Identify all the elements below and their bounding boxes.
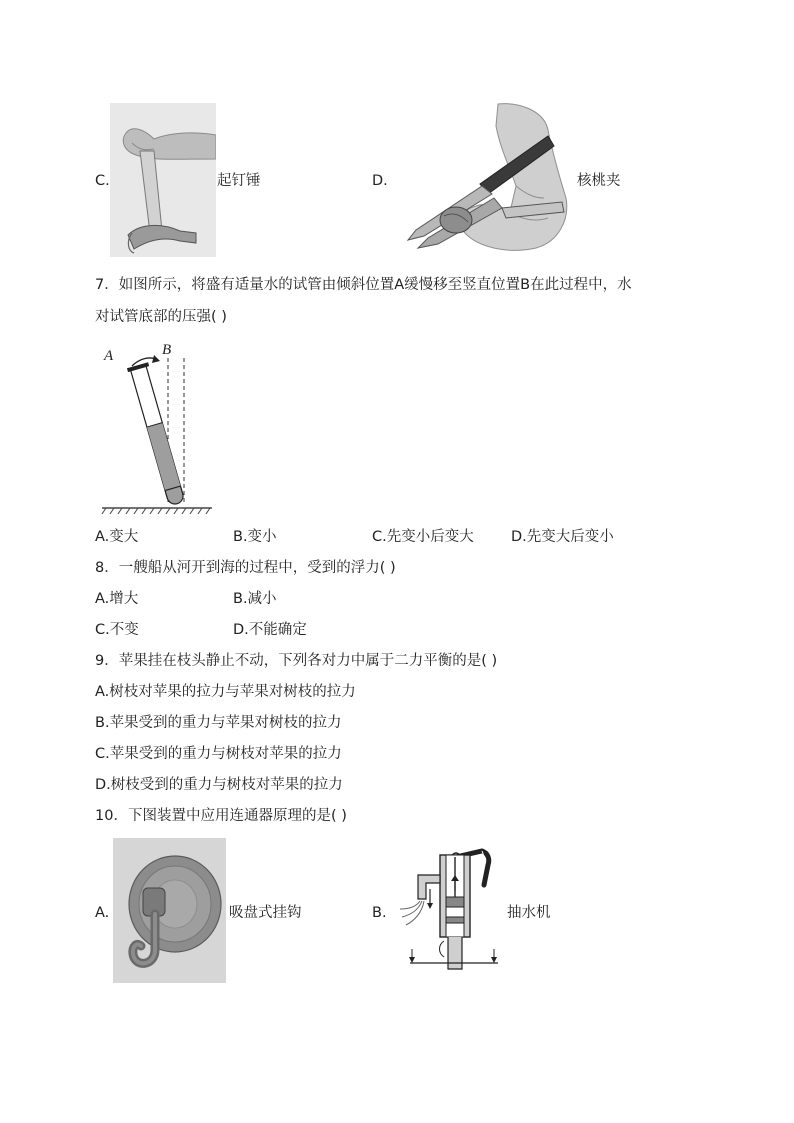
label-b: B: [162, 342, 172, 358]
q9-option-a: A.树枝对苹果的拉力与苹果对树枝的拉力: [95, 684, 356, 700]
suction-cup-hook-image: [113, 838, 226, 983]
q9-option-c: C.苹果受到的重力与树枝对苹果的拉力: [95, 746, 342, 762]
q6-option-c-letter: C.: [95, 173, 110, 189]
claw-hammer-image: [110, 103, 216, 257]
q7-option-b: B.变小: [233, 529, 277, 545]
label-a: A: [104, 348, 114, 364]
q10-option-b-label: 抽水机: [507, 905, 551, 921]
water-pump-diagram: [398, 845, 508, 975]
q10-option-a-label: 吸盘式挂钩: [229, 905, 302, 921]
q7-stem-line1: 7．如图所示，将盛有适量水的试管由倾斜位置A缓慢移至竖直位置B在此过程中，水: [95, 277, 632, 293]
q9-option-d: D.树枝受到的重力与树枝对苹果的拉力: [95, 777, 343, 793]
q6-option-d-label: 核桃夹: [577, 173, 621, 189]
q8-option-d: D.不能确定: [233, 622, 307, 638]
q10-option-a-letter: A.: [95, 905, 110, 921]
q8-option-b: B.减小: [233, 591, 277, 607]
q8-stem: 8．一艘船从河开到海的过程中，受到的浮力( ): [95, 560, 396, 576]
q8-option-a: A.增大: [95, 591, 139, 607]
q6-option-d-letter: D.: [372, 173, 388, 189]
q6-option-c-label: 起钉锤: [217, 173, 261, 189]
q8-option-c: C.不变: [95, 622, 139, 638]
q7-option-c: C.先变小后变大: [372, 529, 474, 545]
q9-stem: 9．苹果挂在枝头静止不动，下列各对力中属于二力平衡的是( ): [95, 653, 498, 669]
q7-option-d: D.先变大后变小: [511, 529, 614, 545]
q10-stem: 10．下图装置中应用连通器原理的是( ): [95, 808, 347, 824]
q9-option-b: B.苹果受到的重力与苹果对树枝的拉力: [95, 715, 342, 731]
q10-option-b-letter: B.: [372, 905, 387, 921]
nutcracker-image: [398, 102, 570, 257]
q7-option-a: A.变大: [95, 529, 139, 545]
test-tube-diagram: [98, 340, 218, 515]
q7-stem-line2: 对试管底部的压强( ): [95, 309, 227, 325]
